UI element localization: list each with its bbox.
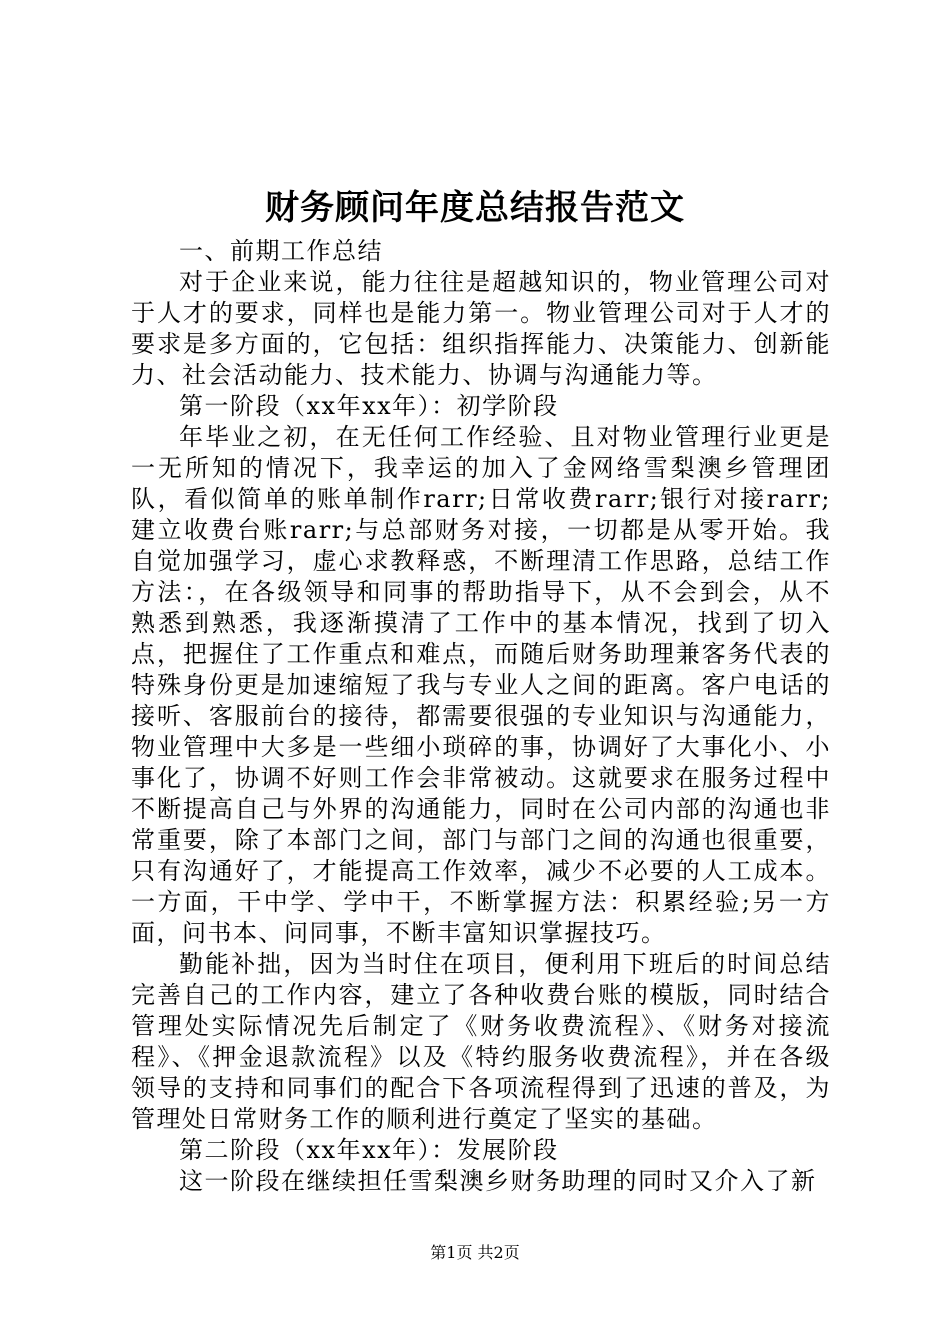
section-heading-stage-one: 第一阶段（xx年xx年）：初学阶段 (179, 392, 559, 420)
section-heading-stage-two: 第二阶段（xx年xx年）：发展阶段 (179, 1136, 559, 1164)
paragraph-diligence: 勤能补拙，因为当时住在项目，便利用下班后的时间总结完善自己的工作内容，建立了各种收费台账的模版，同时结合管理处实际情况先后制定了《财务收费流程》、《财务对接流程》、《押金退款流程》以及《特约服务收费流程》，并在各级领导的支持和同事们的配合下各项流程得到了迅速的普及，为管理处日常财务工作的顺利进行奠定了坚实的基础。 (131, 950, 831, 1133)
document-title: 财务顾问年度总结报告范文 (265, 188, 685, 228)
page-footer: 第1页 共2页 (430, 1243, 520, 1262)
paragraph-stage-two: 这一阶段在继续担任雪梨澳乡财务助理的同时又介入了新 (179, 1167, 817, 1195)
section-heading-early-work: 一、前期工作总结 (179, 237, 383, 265)
document-body (131, 236, 831, 1197)
paragraph-ability: 对于企业来说，能力往往是超越知识的，物业管理公司对于人才的要求，同样也是能力第一。物业管理公司对于人才的要求是多方面的，它包括：组织指挥能力、决策能力、创新能力、社会活动能力、技术能力、协调与沟通能力等。 (131, 268, 831, 389)
paragraph-stage-one-work: 年毕业之初，在无任何工作经验、且对物业管理行业更是一无所知的情况下，我幸运的加入了金网络雪梨澳乡管理团队，看似简单的账单制作rarr;日常收费rarr;银行对接rarr;建立收费台账rarr;与总部财务对接，一切都是从零开始。我自觉加强学习，虚心求教释惑，不断理清工作思路，总结工作方法：，在各级领导和同事的帮助指导下，从不会到会，从不熟悉到熟悉，我逐渐摸清了工作中的基本情况，找到了切入点，把握住了工作重点和难点，而随后财务助理兼客务代表的特殊身份更是加速缩短了我与专业人之间的距离。客户电话的接听、客服前台的接待，都需要很强的专业知识与沟通能力，物业管理中大多是一些细小琐碎的事，协调好了大事化小、小事化了，协调不好则工作会非常被动。这就要求在服务过程中不断提高自己与外界的沟通能力，同时在公司内部的沟通也非常重要，除了本部门之间，部门与部门之间的沟通也很重要，只有沟通好了，才能提高工作效率，减少不必要的人工成本。一方面，干中学、学中干，不断掌握方法：积累经验;另一方面，问书本、问同事，不断丰富知识掌握技巧。 (131, 423, 831, 947)
